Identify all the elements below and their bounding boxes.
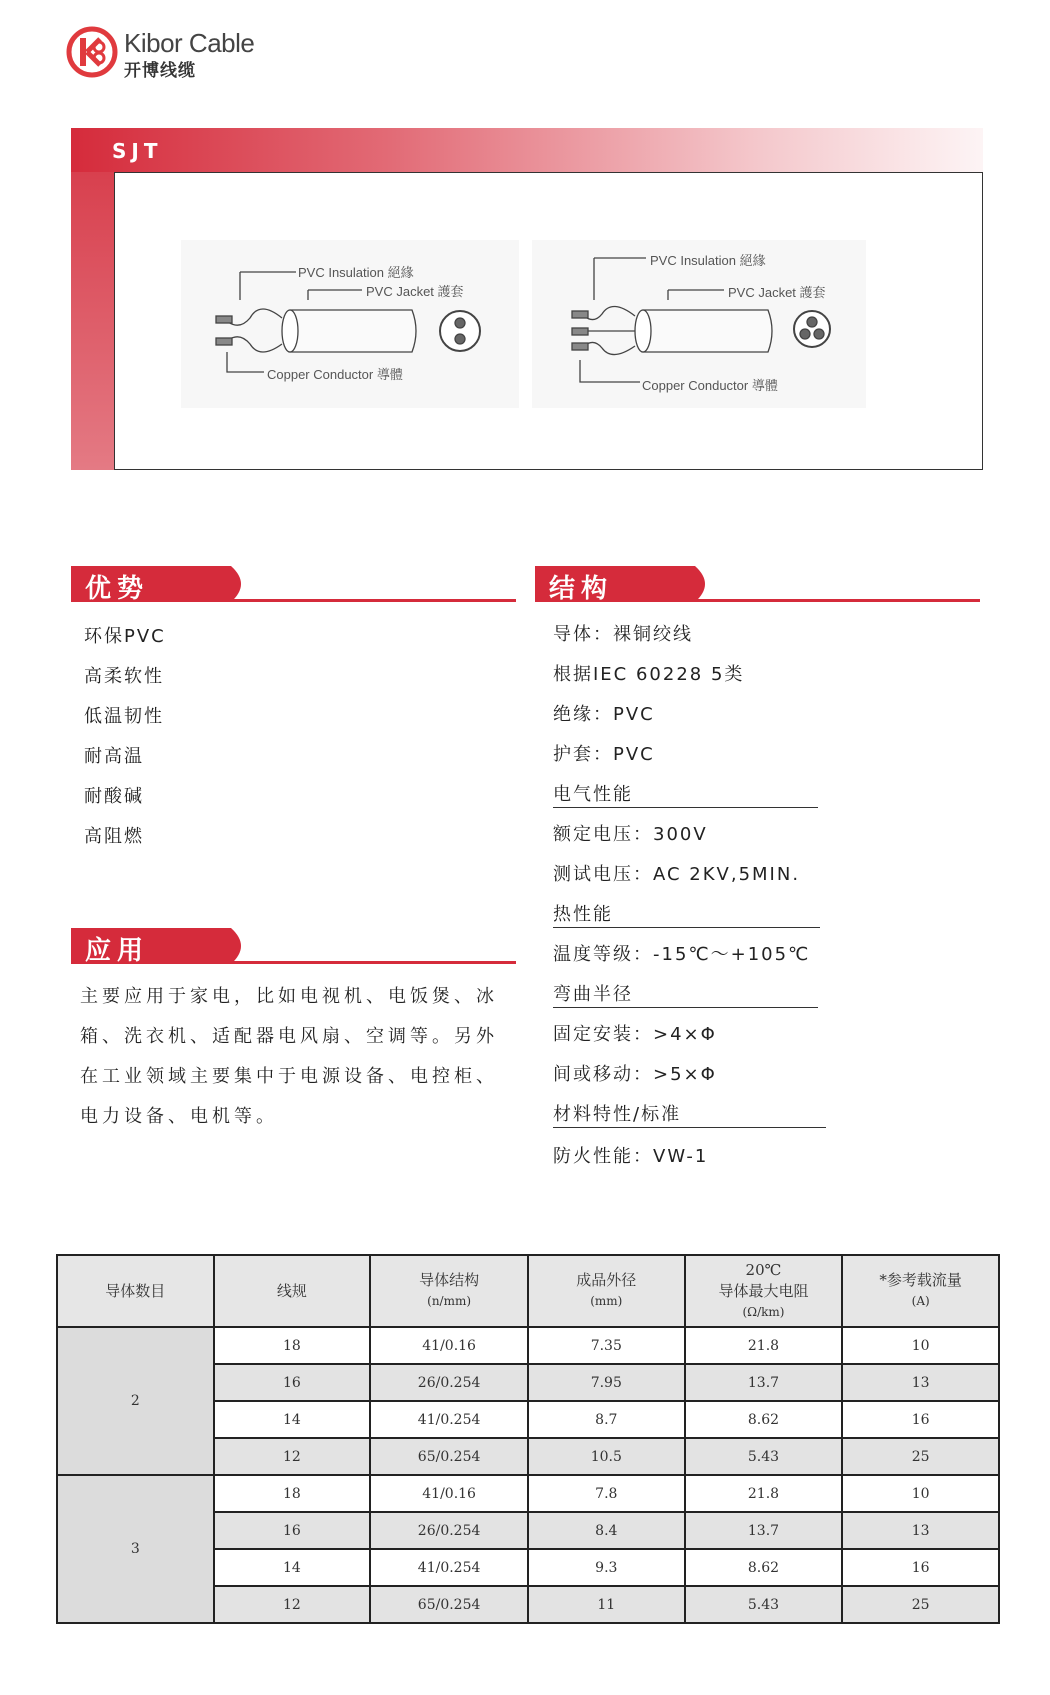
advantage-item: 耐酸碱 — [84, 786, 144, 807]
cores-cell: 3 — [57, 1475, 214, 1623]
structure-cell: 65/0.254 — [370, 1438, 528, 1475]
header-resistance — [685, 1255, 843, 1327]
structure-cell: 41/0.254 — [370, 1401, 528, 1438]
header-structure-label: 导体结构 — [419, 1271, 480, 1289]
current-cell: 16 — [842, 1401, 999, 1438]
gauge-cell: 16 — [214, 1512, 371, 1549]
right-conductor-label: Copper Conductor 導體 — [642, 378, 778, 393]
application-line: 在工业领域主要集中于电源设备、电控柜、 — [80, 1066, 498, 1087]
left-conductor-label: Copper Conductor 導體 — [267, 367, 403, 382]
structure-cell: 26/0.254 — [370, 1364, 528, 1401]
gauge-cell: 18 — [214, 1475, 371, 1512]
cores-cell: 2 — [57, 1327, 214, 1475]
header-gauge — [214, 1255, 371, 1327]
header-gauge-label: 线规 — [276, 1281, 307, 1300]
od-cell: 10.5 — [528, 1438, 685, 1475]
advantages-header — [71, 566, 516, 602]
advantage-item: 低温韧性 — [84, 706, 164, 727]
header-resistance-temp: 20℃ — [745, 1260, 782, 1279]
application-header — [71, 928, 516, 964]
table-row — [57, 1475, 999, 1512]
gauge-cell: 12 — [214, 1438, 371, 1475]
header-cores-label: 导体数目 — [105, 1281, 166, 1300]
application-line: 主要应用于家电，比如电视机、电饭煲、冰 — [80, 986, 498, 1007]
od-cell: 8.7 — [528, 1401, 685, 1438]
left-jacket-label: PVC Jacket 護套 — [366, 284, 464, 299]
advantage-item: 高柔软性 — [84, 666, 164, 687]
advantage-item: 耐高温 — [84, 746, 144, 767]
current-cell: 25 — [842, 1438, 999, 1475]
header-cores — [57, 1255, 214, 1327]
structure-cell: 26/0.254 — [370, 1512, 528, 1549]
header-current-label: *参考载流量 — [879, 1271, 962, 1289]
header-od — [528, 1255, 685, 1327]
application-line: 箱、洗衣机、适配器电风扇、空调等。另外 — [80, 1026, 498, 1047]
moving-radius: 间或移动：>5×Φ — [553, 1064, 717, 1085]
header-od-unit: (mm) — [590, 1294, 623, 1308]
od-cell: 11 — [528, 1586, 685, 1623]
structure-header — [535, 566, 980, 602]
bending-subheading: 弯曲半径 — [553, 980, 818, 1008]
advantage-item: 环保PVC — [84, 626, 166, 647]
resistance-cell: 13.7 — [685, 1364, 843, 1401]
three-core-cable-drawing — [572, 258, 830, 382]
od-cell: 7.95 — [528, 1364, 685, 1401]
structure-cell: 41/0.16 — [370, 1475, 528, 1512]
structure-conductor: 导体：裸铜绞线 — [553, 624, 693, 645]
od-cell: 8.4 — [528, 1512, 685, 1549]
cable-illustration — [0, 0, 1050, 480]
current-cell: 10 — [842, 1475, 999, 1512]
left-insulation-label: PVC Insulation 絕緣 — [298, 265, 414, 280]
header-od-label: 成品外径 — [576, 1271, 637, 1289]
current-cell: 13 — [842, 1364, 999, 1401]
current-cell: 13 — [842, 1512, 999, 1549]
gauge-cell: 14 — [214, 1401, 371, 1438]
resistance-cell: 21.8 — [685, 1327, 843, 1364]
rated-voltage: 额定电压：300V — [553, 824, 708, 845]
table-header-row — [57, 1255, 999, 1327]
advantage-item: 高阻燃 — [84, 826, 144, 847]
advantages-title: 优势 — [85, 574, 150, 604]
temperature-rating: 温度等级：-15℃～+105℃ — [553, 944, 811, 965]
gauge-cell: 12 — [214, 1586, 371, 1623]
od-cell: 7.8 — [528, 1475, 685, 1512]
structure-standard: 根据IEC 60228 5类 — [553, 664, 745, 685]
material-subheading: 材料特性/标准 — [553, 1100, 826, 1128]
application-title: 应用 — [85, 936, 150, 966]
header-resistance-unit: (Ω/km) — [742, 1304, 785, 1319]
gauge-cell: 16 — [214, 1364, 371, 1401]
brand-name-cn: 开博线缆 — [124, 61, 196, 81]
od-cell: 7.35 — [528, 1327, 685, 1364]
current-cell: 16 — [842, 1549, 999, 1586]
fire-performance: 防火性能：VW-1 — [553, 1146, 709, 1167]
spec-table — [56, 1254, 1000, 1624]
resistance-cell: 5.43 — [685, 1586, 843, 1623]
resistance-cell: 8.62 — [685, 1549, 843, 1586]
electrical-subheading: 电气性能 — [553, 780, 818, 808]
gauge-cell: 14 — [214, 1549, 371, 1586]
structure-insulation: 绝缘：PVC — [553, 704, 655, 725]
header-current-unit: (A) — [911, 1294, 930, 1308]
brand-name: Kibor Cable — [124, 28, 255, 58]
resistance-cell: 21.8 — [685, 1475, 843, 1512]
header-structure — [370, 1255, 528, 1327]
product-title: SJT — [112, 139, 163, 163]
current-cell: 10 — [842, 1327, 999, 1364]
application-line: 电力设备、电机等。 — [80, 1106, 278, 1127]
structure-title: 结构 — [549, 574, 614, 604]
right-jacket-label: PVC Jacket 護套 — [728, 285, 826, 300]
gauge-cell: 18 — [214, 1327, 371, 1364]
structure-cell: 41/0.16 — [370, 1327, 528, 1364]
header-structure-unit: (n/mm) — [427, 1294, 472, 1308]
fixed-install-radius: 固定安装：>4×Φ — [553, 1024, 717, 1045]
table-row — [57, 1327, 999, 1364]
od-cell: 9.3 — [528, 1549, 685, 1586]
resistance-cell: 13.7 — [685, 1512, 843, 1549]
structure-cell: 41/0.254 — [370, 1549, 528, 1586]
right-insulation-label: PVC Insulation 絕緣 — [650, 253, 766, 268]
structure-jacket: 护套：PVC — [553, 744, 655, 765]
resistance-cell: 8.62 — [685, 1401, 843, 1438]
test-voltage: 测试电压：AC 2KV,5MIN. — [553, 864, 801, 885]
structure-cell: 65/0.254 — [370, 1586, 528, 1623]
header-current — [842, 1255, 999, 1327]
header-resistance-label: 导体最大电阻 — [718, 1281, 809, 1300]
current-cell: 25 — [842, 1586, 999, 1623]
resistance-cell: 5.43 — [685, 1438, 843, 1475]
application-text — [80, 977, 512, 1137]
thermal-subheading: 热性能 — [553, 900, 820, 928]
